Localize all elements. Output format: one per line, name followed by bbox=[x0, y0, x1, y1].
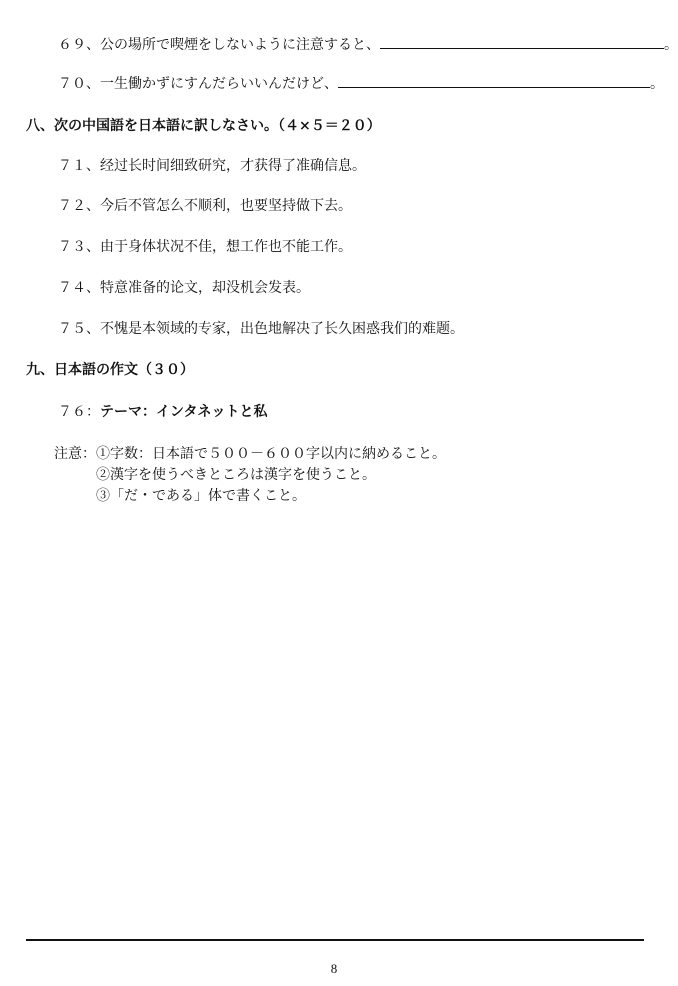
question-70-text: ７０、一生働かずにすんだらいいんだけど、 bbox=[58, 76, 338, 92]
question-74: ７４、特意准备的论文，却没机会发表。 bbox=[58, 280, 310, 296]
question-76 bbox=[58, 403, 267, 421]
section-8-title: 八、次の中国語を日本語に訳しなさい。（４×５＝２０） bbox=[26, 118, 381, 134]
footer-divider bbox=[26, 939, 644, 941]
question-75: ７５、不愧是本领域的专家，出色地解决了长久困惑我们的难题。 bbox=[58, 321, 464, 337]
question-72: ７２、今后不管怎么不顺利，也要坚持做下去。 bbox=[58, 198, 352, 214]
page-number: 8 bbox=[330, 961, 338, 976]
note-3: ③「だ・である」体で書くこと。 bbox=[96, 488, 306, 504]
question-71: ７１、经过长时间细致研究，才获得了准确信息。 bbox=[58, 158, 366, 174]
note-2: ②漢字を使うべきところは漢字を使うこと。 bbox=[96, 467, 376, 483]
section-9-title: 九、日本語の作文（３０） bbox=[26, 362, 194, 378]
question-76-number: ７６： bbox=[58, 404, 100, 420]
question-69-end: 。 bbox=[664, 37, 678, 53]
question-70-end: 。 bbox=[650, 76, 664, 92]
question-73: ７３、由于身体状况不佳，想工作也不能工作。 bbox=[58, 239, 352, 255]
note-1: ①字数：日本語で５００－６００字以内に納めること。 bbox=[96, 446, 446, 462]
question-70 bbox=[58, 75, 664, 93]
notes-label: 注意： bbox=[54, 446, 96, 462]
question-76-theme: テーマ：インタネットと私 bbox=[100, 404, 268, 420]
answer-blank-70[interactable] bbox=[338, 75, 650, 88]
question-69 bbox=[58, 36, 678, 54]
question-69-text: ６９、公の場所で喫煙をしないように注意すると、 bbox=[58, 37, 380, 53]
answer-blank-69[interactable] bbox=[380, 36, 664, 49]
